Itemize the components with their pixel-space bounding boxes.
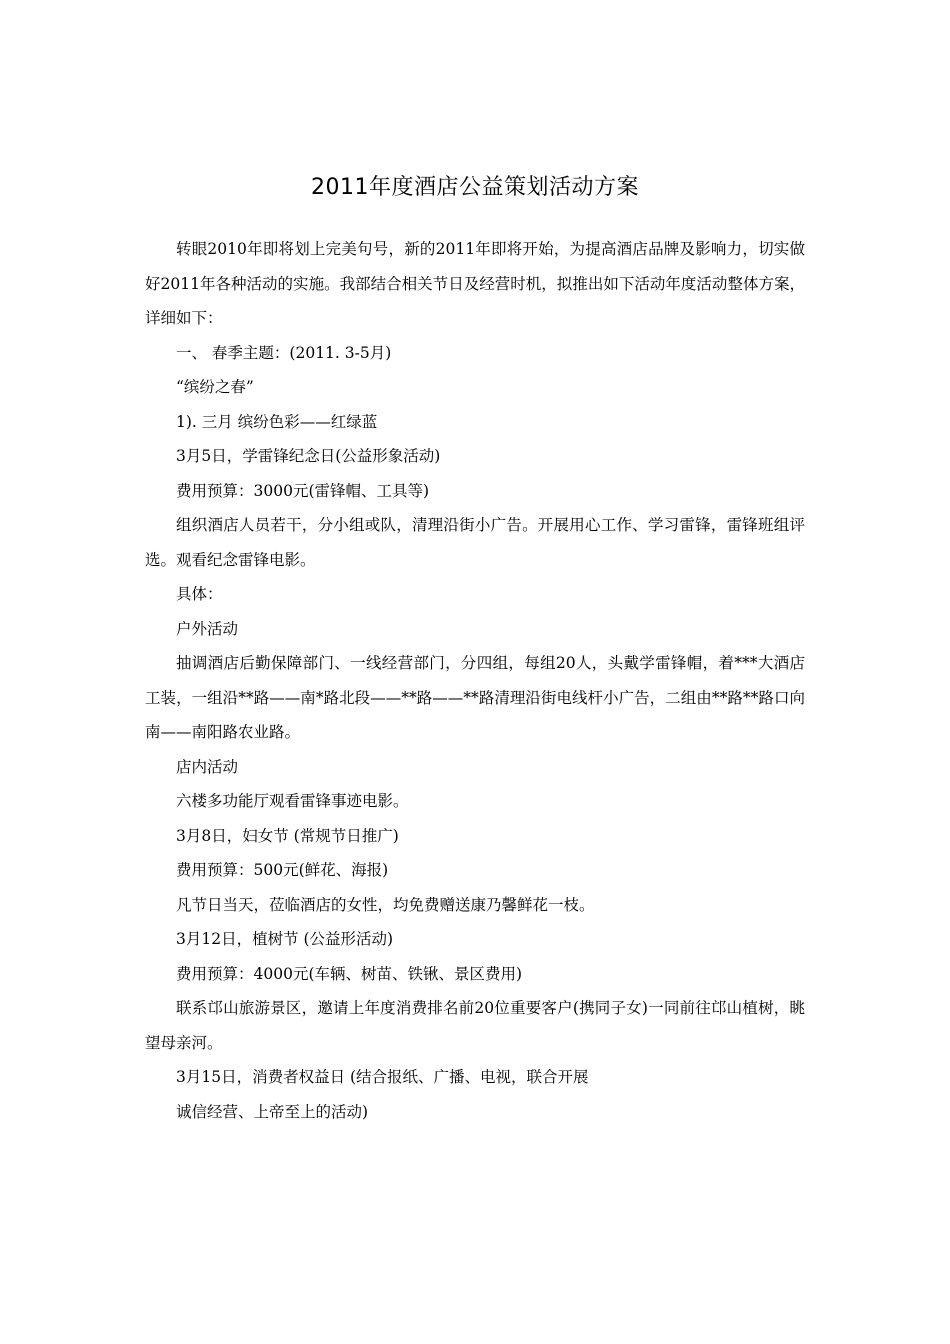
event-leifeng-day: 3月5日，学雷锋纪念日(公益形象活动) <box>176 447 441 465</box>
document-body <box>145 232 805 1129</box>
indoor-activity-description: 六楼多功能厅观看雷锋事迹电影。 <box>176 792 409 810</box>
intro-paragraph: 转眼2010年即将划上完美句号，新的2011年即将开始，为提高酒店品牌及影响力，切实做好2011年各种活动的实施。我部结合相关节日及经营时机，拟推出如下活动年度活动整体方案，详细如下： <box>145 240 805 327</box>
arbor-day-description: 联系邙山旅游景区，邀请上年度消费排名前20位重要客户(携同子女)一同前往邙山植树，眺望母亲河。 <box>145 999 805 1052</box>
womens-day-description: 凡节日当天，莅临酒店的女性，均免费赠送康乃馨鲜花一枝。 <box>176 895 595 914</box>
outdoor-activity-description: 抽调酒店后勤保障部门、一线经营部门，分四组，每组20人，头戴学雷锋帽，着***大酒店工装，一组沿**路——南*路北段——**路——**路清理沿街电线杆小广告，二组由**路**路口向南——南阳路农业路。 <box>145 654 805 741</box>
event-arbor-day: 3月12日，植树节 (公益形活动) <box>176 930 394 948</box>
march-heading: 1). 三月 缤纷色彩——红绿蓝 <box>176 412 378 431</box>
details-label: 具体： <box>176 585 223 603</box>
leifeng-description: 组织酒店人员若干，分小组或队，清理沿街小广告。开展用心工作、学习雷锋，雷锋班组评选。观看纪念雷锋电影。 <box>145 516 805 569</box>
budget-leifeng: 费用预算：3000元(雷锋帽、工具等) <box>176 481 430 500</box>
spring-theme-name: “缤纷之春” <box>176 378 254 396</box>
outdoor-activity-label: 户外活动 <box>176 619 239 638</box>
budget-arbor-day: 费用预算：4000元(车辆、树苗、铁锹、景区费用) <box>176 964 523 983</box>
budget-womens-day: 费用预算：500元(鲜花、海报) <box>176 861 389 879</box>
document-title: 2011年度酒店公益策划活动方案 <box>311 175 639 200</box>
section-heading-spring: 一、 春季主题：(2011. 3-5月) <box>176 343 392 362</box>
event-womens-day: 3月8日，妇女节 (常规节日推广) <box>176 826 399 845</box>
indoor-activity-label: 店内活动 <box>176 757 239 776</box>
event-consumer-day: 3月15日，消费者权益日 (结合报纸、广播、电视，联合开展 <box>176 1068 589 1086</box>
consumer-day-continued: 诚信经营、上帝至上的活动) <box>176 1102 369 1121</box>
